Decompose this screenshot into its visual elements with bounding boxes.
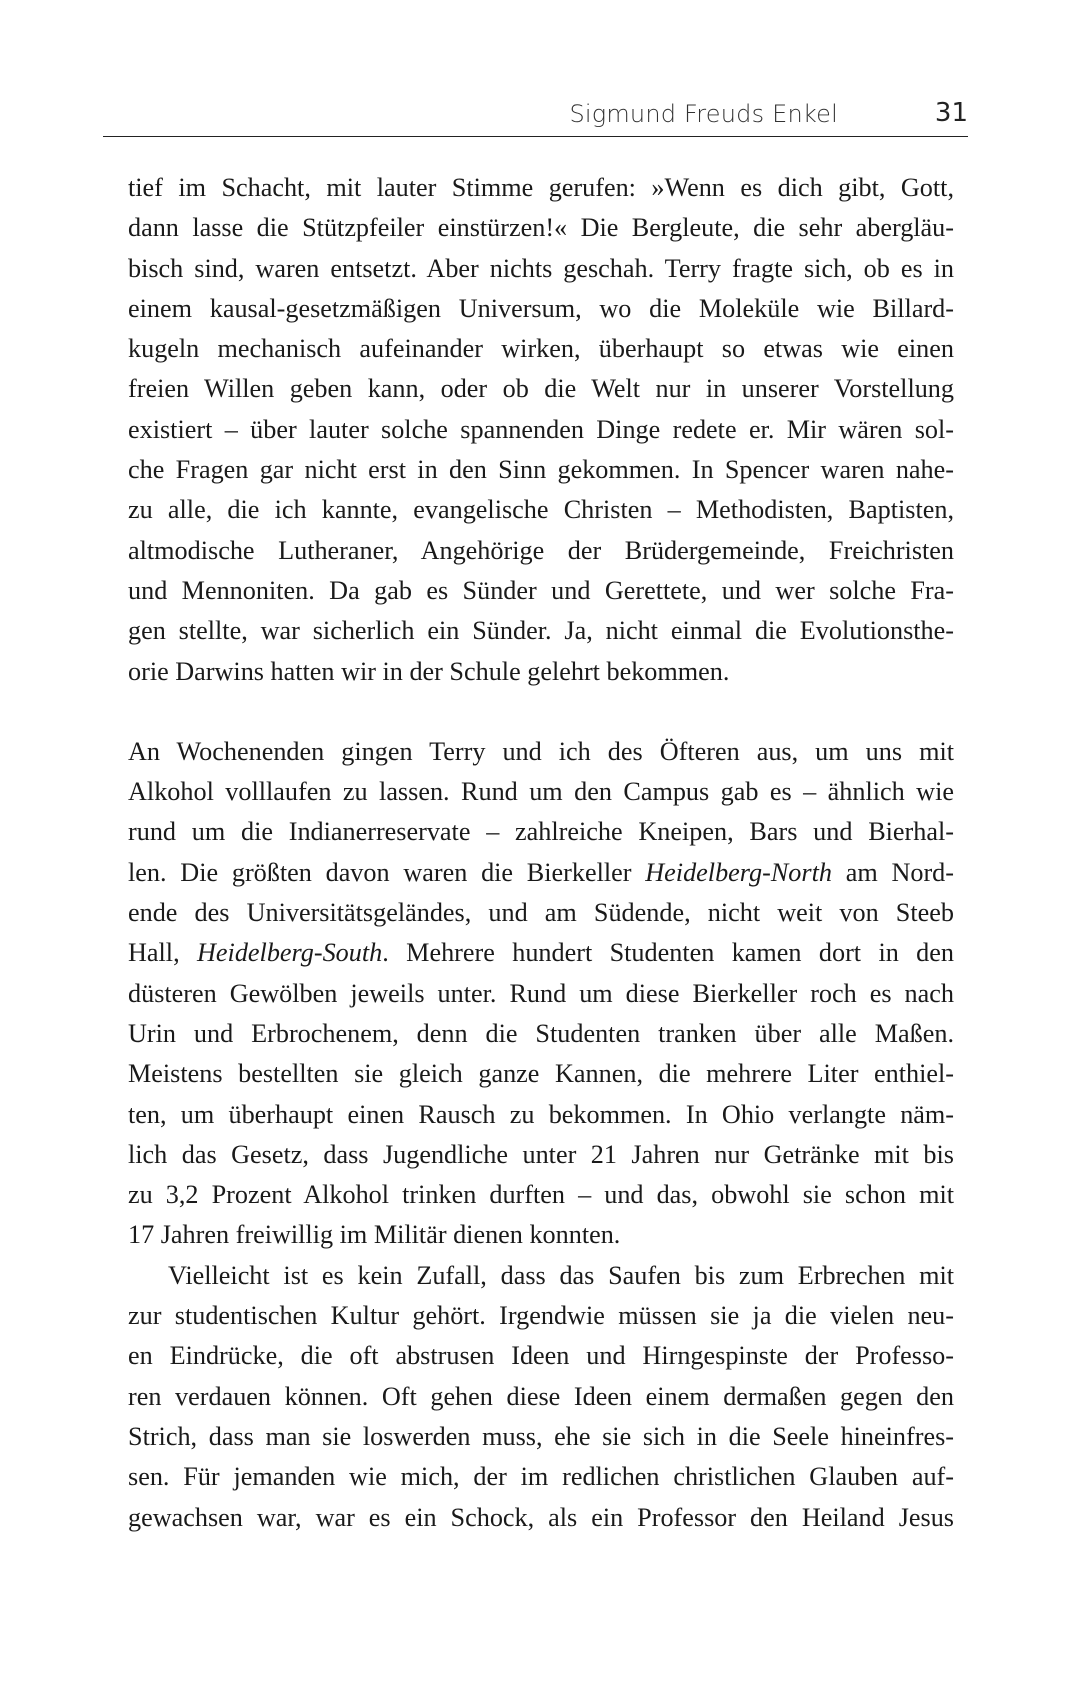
text-line: orie Darwins hatten wir in der Schule gelehrt bekommen. xyxy=(128,656,730,686)
text-line xyxy=(128,853,954,893)
text-line: und Mennoniten. Da gab es Sünder und Gerettete, und wer solche Fra- xyxy=(128,575,954,605)
text-line: che Fragen gar nicht erst in den Sinn gekommen. In Spencer waren nahe- xyxy=(128,455,954,485)
text-line: An Wochenenden gingen Terry und ich des Öfteren aus, um uns mit xyxy=(128,736,954,766)
text-line: ende des Universitätsgeländes, und am Südende, nicht weit von Steeb xyxy=(128,898,954,928)
text-line: gen stellte, war sicherlich ein Sünder. Ja, nicht einmal die Evolutionsthe- xyxy=(128,616,954,646)
paragraph-gap xyxy=(128,692,954,732)
text-line: dann lasse die Stützpfeiler einstürzen!« Die Bergleute, die sehr abergläu- xyxy=(128,213,954,243)
running-title: Sigmund Freuds Enkel xyxy=(569,100,838,128)
text-line: bisch sind, waren entsetzt. Aber nichts geschah. Terry fragte sich, ob es in xyxy=(128,253,954,283)
text-line: tief im Schacht, mit lauter Stimme gerufen: »Wenn es dich gibt, Gott, xyxy=(128,173,954,202)
text-line: Meistens bestellten sie gleich ganze Kannen, die mehrere Liter enthiel- xyxy=(128,1059,954,1089)
text-run: len. Die größten davon waren die Bierkeller xyxy=(128,857,646,887)
text-line: 17 Jahren freiwillig im Militär dienen konnten. xyxy=(128,1220,621,1250)
text-line: altmodische Lutheraner, Angehörige der Brüdergemeinde, Freichristen xyxy=(128,535,954,565)
text-run: Hall, xyxy=(128,938,198,968)
place-name-south: Heidelberg-South xyxy=(197,938,383,968)
paragraph-3 xyxy=(128,1256,954,1538)
text-line: zu alle, die ich kannte, evangelische Christen – Methodisten, Baptisten, xyxy=(128,495,954,525)
text-line: Urin und Erbrochenem, denn die Studenten tranken über alle Maßen. xyxy=(128,1018,954,1048)
text-line: existiert – über lauter solche spannenden Dinge redete er. Mir wären sol- xyxy=(128,414,954,444)
text-line: gewachsen war, war es ein Schock, als ein Professor den Heiland Jesus xyxy=(128,1502,954,1532)
text-line: en Eindrücke, die oft abstrusen Ideen und Hirngespinste der Professo- xyxy=(128,1341,954,1371)
text-line: zur studentischen Kultur gehört. Irgendwie müssen sie ja die vielen neu- xyxy=(128,1301,954,1331)
text-line: düsteren Gewölben jeweils unter. Rund um diese Bierkeller roch es nach xyxy=(128,978,954,1008)
text-run: . Mehrere hundert Studenten kamen dort in den xyxy=(382,938,954,968)
text-line: rund um die Indianerreservate – zahlreiche Kneipen, Bars und Bierhal- xyxy=(128,817,954,847)
text-line: Alkohol volllaufen zu lassen. Rund um den Campus gab es – ähnlich wie xyxy=(128,777,954,807)
place-name-north: Heidelberg-North xyxy=(645,857,832,887)
text-line: freien Willen geben kann, oder ob die Welt nur in unserer Vorstellung xyxy=(128,374,954,404)
paragraph-1 xyxy=(128,168,954,692)
text-line: lich das Gesetz, dass Jugendliche unter 21 Jahren nur Getränke mit bis xyxy=(128,1139,954,1169)
text-line: Strich, dass man sie loswerden muss, ehe sie sich in die Seele hineinfres- xyxy=(128,1421,954,1451)
text-line: Vielleicht ist es kein Zufall, dass das Saufen bis zum Erbrechen mit xyxy=(168,1260,954,1290)
text-line: ten, um überhaupt einen Rausch zu bekommen. In Ohio verlangte näm- xyxy=(128,1099,954,1129)
body-text xyxy=(128,168,954,1538)
text-line: einem kausal-gesetzmäßigen Universum, wo die Moleküle wie Billard- xyxy=(128,293,954,323)
text-line: kugeln mechanisch aufeinander wirken, überhaupt so etwas wie einen xyxy=(128,334,954,364)
text-line: zu 3,2 Prozent Alkohol trinken durften – und das, obwohl sie schon mit xyxy=(128,1180,954,1210)
page-number: 31 xyxy=(934,98,968,128)
running-header xyxy=(103,92,968,137)
text-line: sen. Für jemanden wie mich, der im redlichen christlichen Glauben auf- xyxy=(128,1462,954,1492)
paragraph-2 xyxy=(128,732,954,1256)
text-line xyxy=(128,933,954,973)
text-line: ren verdauen können. Oft gehen diese Ideen einem dermaßen gegen den xyxy=(128,1381,954,1411)
text-run: am Nord- xyxy=(831,857,954,887)
